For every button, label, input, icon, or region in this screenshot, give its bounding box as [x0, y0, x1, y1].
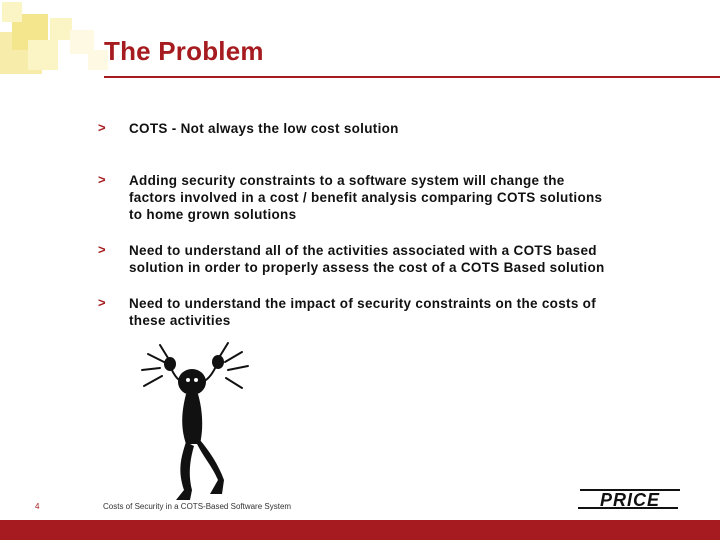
footer-caption: Costs of Security in a COTS-Based Software System	[103, 502, 292, 511]
bullet-text: Adding security constraints to a software system will change the factors involved in a cost / benefit analysis comparing COTS solutions to home grown solutions	[129, 173, 603, 222]
title-underline	[104, 76, 720, 78]
svg-text:PRICE: PRICE	[599, 490, 661, 510]
bullet-text: Need to understand all of the activities associated with a COTS based solution in order to properly assess the cost of a COTS Based solution	[129, 243, 605, 275]
bullet-marker: >	[98, 120, 106, 135]
corner-decoration	[0, 0, 110, 80]
footer-bar	[0, 520, 720, 540]
bullet-marker: >	[98, 295, 106, 310]
page-number: 4	[35, 502, 40, 511]
slide-title: The Problem	[104, 36, 264, 66]
bullet-marker: >	[98, 242, 106, 257]
bullet-marker: >	[98, 172, 106, 187]
frustrated-stick-figure-icon	[130, 340, 270, 510]
bullet-text: Need to understand the impact of security constraints on the costs of these activities	[129, 296, 597, 328]
price-logo-icon	[574, 486, 686, 512]
bullet-text: COTS - Not always the low cost solution	[129, 121, 399, 136]
